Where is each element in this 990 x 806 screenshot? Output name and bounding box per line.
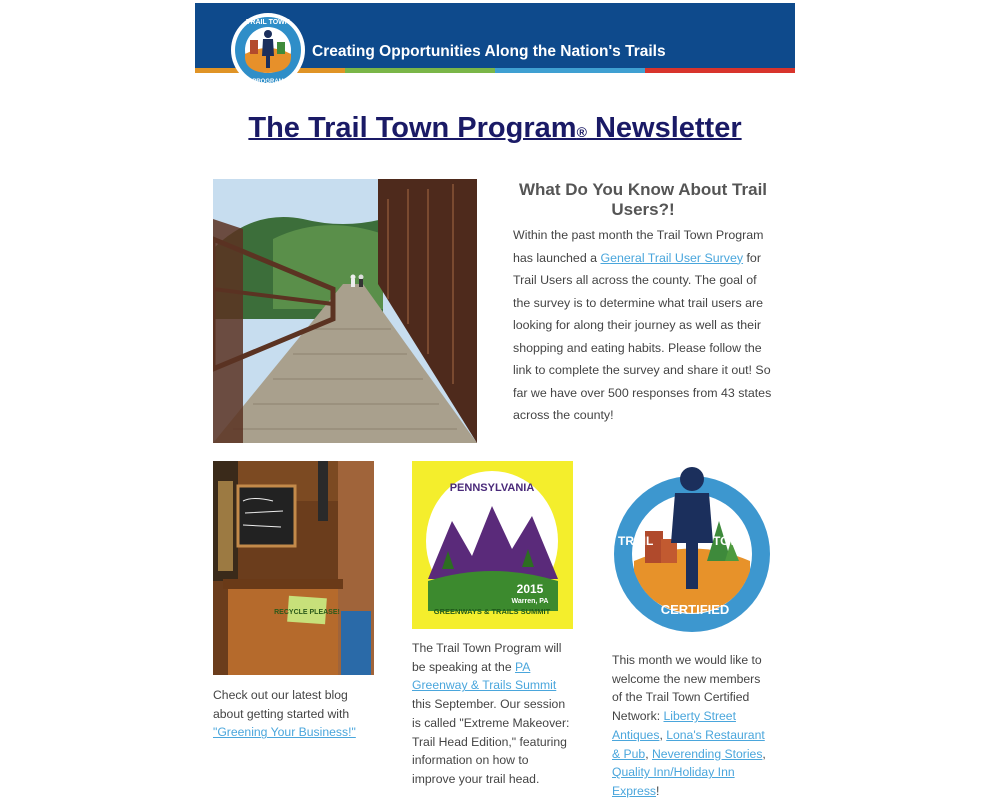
text-segment: Check out our latest blog about getting started with — [213, 688, 350, 721]
trail-town-program-logo[interactable] — [230, 12, 306, 88]
cert-logo-town: TOWN — [713, 534, 750, 548]
quality-inn-link[interactable]: Quality Inn/Holiday Inn Express — [612, 765, 735, 798]
text-segment: for Trail Users all across the county. The goal of the survey is to determine what trail users are looking for along their journey as well as their shopping and eating habits. Please follow the link to complete the survey and share it out! So far we have over 500 responses from 43 states across the county! — [513, 250, 772, 422]
text-segment: this September. Our session is called "Extreme Makeover: Trail Head Edition," featuring information on how to improve your trail head. — [412, 697, 570, 786]
greening-your-business-link[interactable]: "Greening Your Business!" — [213, 725, 356, 740]
recycle-sign-text: RECYCLE PLEASE! — [274, 609, 340, 616]
text-segment: Within the past month the Trail Town Program has launched a — [513, 228, 764, 265]
pa-logo-state: PENNSYLVANIA — [449, 482, 535, 494]
banner-stripe-red — [645, 68, 795, 73]
article-text-summit — [412, 639, 572, 789]
text-segment: , — [645, 746, 652, 761]
pa-greenways-summit-logo[interactable] — [412, 461, 573, 629]
newsletter-title-link[interactable] — [248, 112, 741, 144]
pa-logo-year: 2015 — [516, 582, 544, 596]
text-segment: This month we would like to welcome the new members of the Trail Town Certified Network: — [612, 653, 762, 724]
neverending-stories-link[interactable]: Neverending Stories — [651, 746, 763, 761]
text-segment: , — [762, 746, 766, 761]
logo-text-bottom: PROGRAM — [252, 79, 284, 85]
banner-stripe-green — [345, 68, 495, 73]
logo-text-top: TRAIL TOWN — [246, 19, 290, 26]
pa-logo-summit: GREENWAYS & TRAILS SUMMIT — [433, 607, 551, 616]
registered-mark: ® — [576, 124, 587, 140]
newsletter-title[interactable] — [0, 112, 990, 145]
cert-logo-trail: TRAIL — [618, 534, 654, 548]
lonas-restaurant-link[interactable]: Lona's Restaurant & Pub — [612, 727, 765, 761]
title-end: Newsletter — [586, 112, 742, 144]
article-text-trail-users — [513, 224, 777, 427]
article-heading-trail-users: What Do You Know About Trail Users?! — [518, 180, 768, 219]
pa-logo-place: Warren, PA — [511, 598, 549, 605]
banner-tagline: Creating Opportunities Along the Nation's Trails — [312, 43, 666, 60]
trail-user-survey-link[interactable]: General Trail User Survey — [600, 250, 744, 265]
text-segment: , — [659, 727, 667, 742]
cert-logo-bottom: CERTIFIED — [660, 602, 730, 617]
shop-counter-photo — [213, 461, 374, 675]
banner-stripe-blue — [495, 68, 645, 73]
article-text-greening — [213, 686, 373, 742]
text-segment: The Trail Town Program will be speaking at the — [412, 641, 562, 674]
liberty-street-antiques-link[interactable]: Liberty Street Antiques — [612, 709, 736, 742]
bridge-photo — [213, 179, 477, 443]
title-main: The Trail Town Program — [248, 112, 577, 144]
text-segment: ! — [656, 783, 660, 798]
article-text-certified — [612, 651, 772, 801]
pa-greenway-summit-link[interactable]: PA Greenway & Trails Summit — [412, 659, 557, 693]
